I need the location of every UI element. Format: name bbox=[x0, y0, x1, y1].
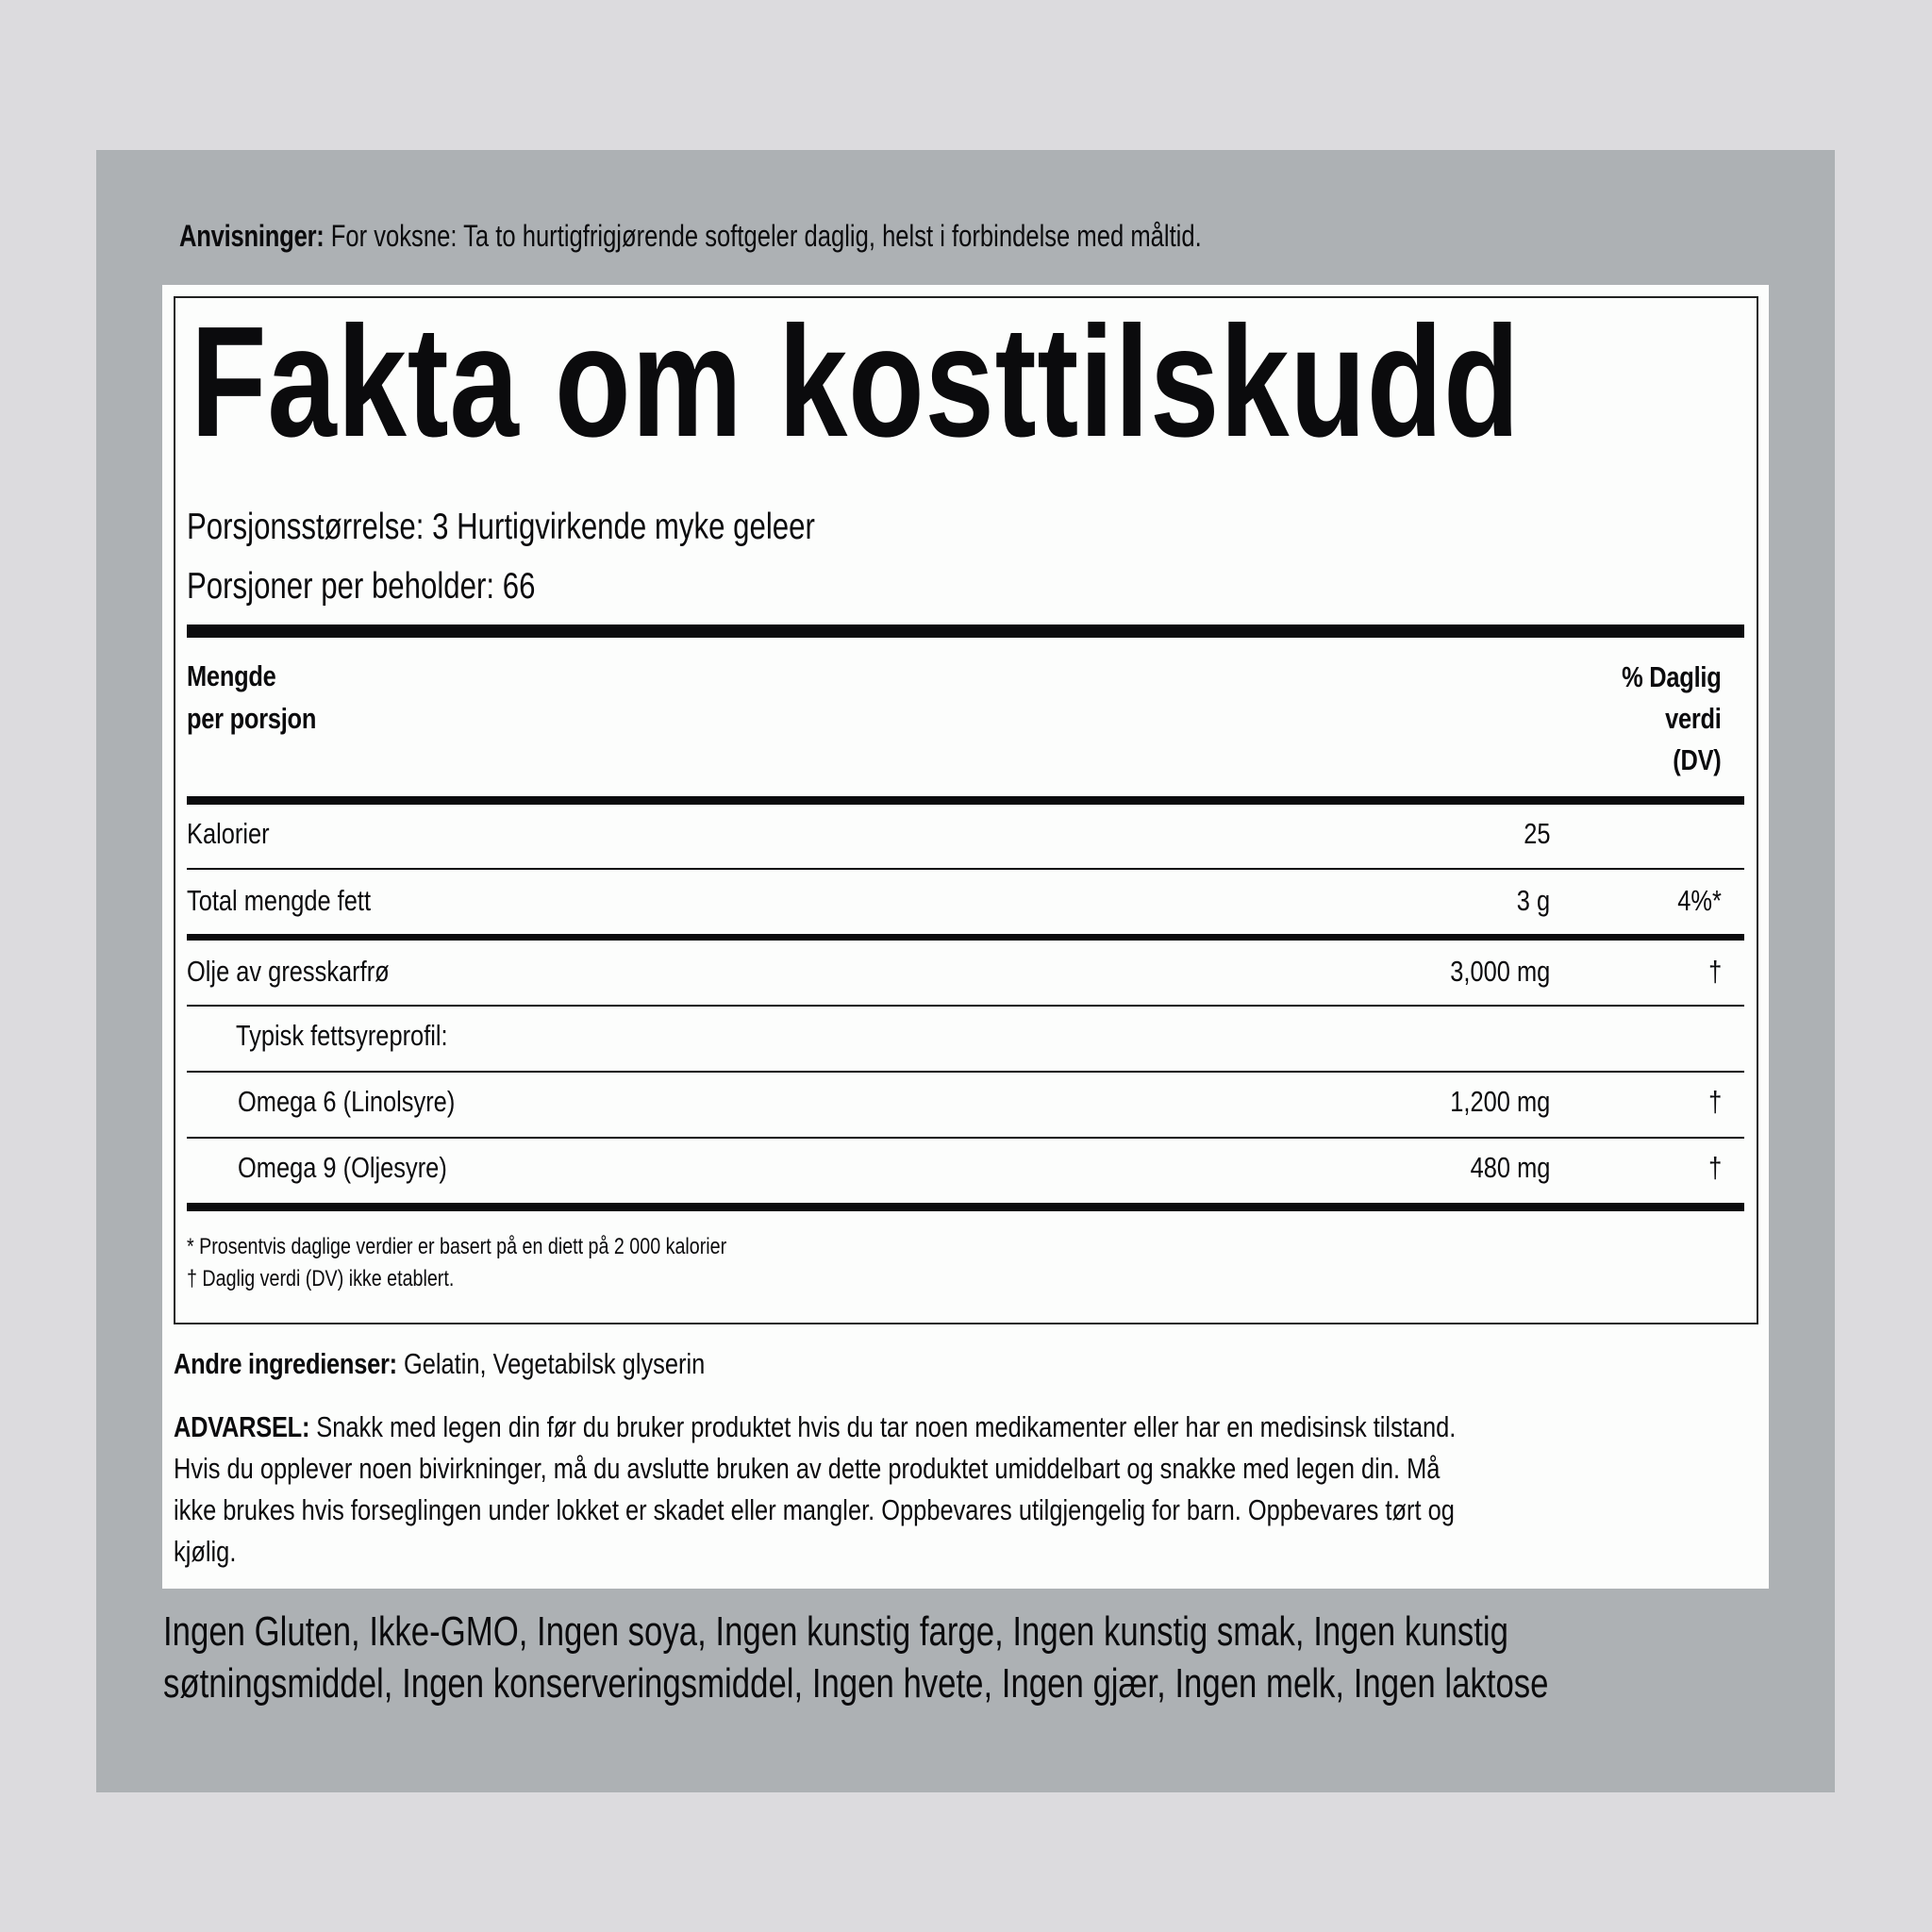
row-name: Olje av gresskarfrø bbox=[187, 955, 390, 988]
header-dv-line1: % Daglig bbox=[1622, 660, 1722, 693]
other-ingredients-text: Gelatin, Vegetabilsk glyserin bbox=[396, 1347, 706, 1380]
warning-line: ikke brukes hvis forseglingen under lokket er skadet eller mangler. Oppbevares utilgjengelig for barn. Oppbevares tørt og bbox=[174, 1493, 1455, 1526]
row-name: Omega 9 (Oljesyre) bbox=[238, 1151, 447, 1184]
warning-label: ADVARSEL: bbox=[174, 1410, 310, 1443]
divider-thick bbox=[187, 934, 1744, 941]
serving-size: Porsjonsstørrelse: 3 Hurtigvirkende myke geleer bbox=[187, 507, 815, 547]
directions-text: For voksne: Ta to hurtigfrigjørende softgeler daglig, helst i forbindelse med måltid. bbox=[324, 219, 1202, 253]
header-amount-line2: per porsjon bbox=[187, 702, 317, 735]
divider-thick bbox=[187, 1203, 1744, 1211]
directions bbox=[179, 221, 1202, 251]
row-name-subheading: Typisk fettsyreprofil: bbox=[236, 1019, 448, 1052]
servings-per-container: Porsjoner per beholder: 66 bbox=[187, 566, 536, 607]
warning-line: kjølig. bbox=[174, 1535, 237, 1568]
header-dv-line3: (DV) bbox=[1673, 743, 1722, 776]
header-amount-line1: Mengde bbox=[187, 659, 276, 692]
divider-thin bbox=[187, 1005, 1744, 1007]
row-amount: 1,200 mg bbox=[1450, 1085, 1550, 1118]
free-from-line: søtningsmiddel, Ingen konserveringsmiddel, Ingen hvete, Ingen gjær, Ingen melk, Ingen laktose bbox=[163, 1660, 1549, 1707]
row-dv: † bbox=[1707, 1085, 1722, 1118]
footnote-dv-basis: * Prosentvis daglige verdier er basert på en diett på 2 000 kalorier bbox=[187, 1234, 727, 1259]
row-name: Total mengde fett bbox=[187, 884, 372, 917]
other-ingredients-label: Andre ingredienser: bbox=[174, 1347, 397, 1380]
warning-line bbox=[174, 1412, 1456, 1441]
facts-title: Fakta om kosttilskudd bbox=[191, 294, 1521, 470]
row-name: Omega 6 (Linolsyre) bbox=[238, 1085, 456, 1118]
warning-text: Snakk med legen din før du bruker produktet hvis du tar noen medikamenter eller har en medisinsk tilstand. bbox=[309, 1410, 1457, 1443]
row-amount: 3 g bbox=[1516, 884, 1550, 917]
row-amount: 3,000 mg bbox=[1450, 955, 1550, 988]
divider-thick bbox=[187, 625, 1744, 638]
divider-thin bbox=[187, 1071, 1744, 1073]
free-from-line: Ingen Gluten, Ikke-GMO, Ingen soya, Ingen kunstig farge, Ingen kunstig smak, Ingen kunstig bbox=[163, 1608, 1508, 1655]
row-amount: 480 mg bbox=[1470, 1151, 1550, 1184]
other-ingredients bbox=[174, 1349, 705, 1378]
row-dv: † bbox=[1707, 1151, 1722, 1184]
divider-thin bbox=[187, 1137, 1744, 1139]
row-dv: 4%* bbox=[1677, 884, 1722, 917]
row-amount: 25 bbox=[1523, 817, 1550, 850]
divider-thin bbox=[187, 868, 1744, 870]
footnote-dv-not-established: † Daglig verdi (DV) ikke etablert. bbox=[187, 1266, 455, 1291]
row-name: Kalorier bbox=[187, 817, 270, 850]
directions-label: Anvisninger: bbox=[179, 219, 325, 253]
row-dv: † bbox=[1707, 955, 1722, 988]
header-dv-line2: verdi bbox=[1665, 702, 1722, 735]
warning-line: Hvis du opplever noen bivirkninger, må du avslutte bruken av dette produktet umiddelbart og snakke med legen din. Må bbox=[174, 1452, 1441, 1485]
divider-thick bbox=[187, 796, 1744, 805]
